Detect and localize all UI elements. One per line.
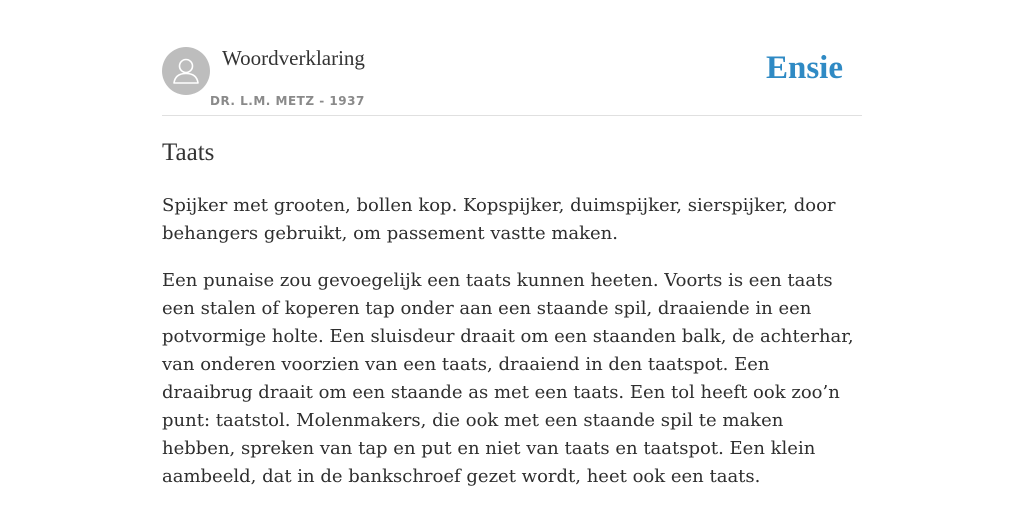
header-divider: [162, 115, 862, 116]
ensie-logo[interactable]: Ensie: [765, 50, 843, 86]
definition-paragraph: Een punaise zou gevoegelijk een taats kunnen heeten. Voorts is een taats een stalen of koperen tap onder aan een staande spil, draaiende in een potvormige holte. Een sluisdeur draait om een staanden balk, de achterhar, van onderen voorzien van een taats, draaiend in den taatspot. Een draaibrug draait om een staande as met een taats. Een tol heeft ook zoo’n punt: taatstol. Molenmakers, die ook met een staande spil te maken hebben, spreken van tap en put en niet van taats en taatspot. Een klein aambeeld, dat in de bankschroef gezet wordt, heet ook een taats.: [162, 270, 854, 487]
source-title[interactable]: Woordverklaring: [222, 46, 365, 70]
source-author-year: DR. L.M. METZ - 1937: [210, 94, 365, 108]
user-icon: [162, 47, 210, 95]
definition-paragraph: Spijker met grooten, bollen kop. Kopspijker, duimspijker, sierspijker, door behangers gebruikt, om passement vastte maken.: [162, 195, 836, 244]
entry-term: Taats: [162, 139, 215, 166]
entry-definition: [162, 192, 862, 510]
avatar[interactable]: [162, 47, 210, 95]
